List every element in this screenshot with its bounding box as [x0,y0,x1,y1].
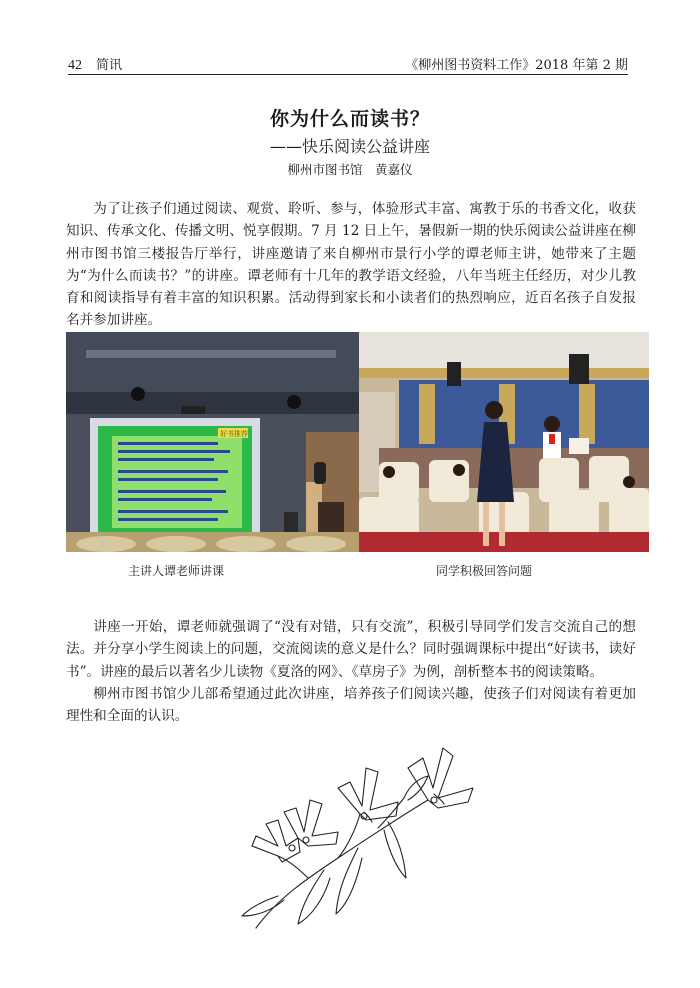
page-number: 42 [68,58,82,73]
lecture-photo [66,332,359,552]
article-title: 你为什么而读书？ [269,108,430,130]
paragraph-lecture: 讲座一开始，谭老师就强调了“没有对错，只有交流”，积极引导同学们发言交流自己的想法。并分享小学生阅读上的问题，交流阅读的意义是什么？同时强调课标中提出“好读书，读好书”。讲座的最后以著名少儿读物《夏洛的网》、《草房子》为例，剖析整本书的阅读策略。 [66,619,636,680]
section-name: 简讯 [96,58,123,73]
running-header [68,54,628,75]
slide-title: 好书推荐 [220,430,248,438]
photo-caption-lecture: 主讲人谭老师讲课 [128,564,225,578]
journal-name: 《柳州图书资料工作》2018 年第 2 期 [405,58,628,73]
article-author: 柳州市图书馆 黄嘉仪 [287,162,413,177]
header-left [68,54,122,74]
paragraph-intro: 为了让孩子们通过阅读、观赏、聆听、参与，体验形式丰富、寓教于乐的书香文化，收获知识、传承文化、传播文明、悦享假期。7 月 12 日上午，暑假新一期的快乐阅读公益讲座在柳州市图书馆三楼报告厅举行，讲座邀请了来自柳州市景行小学的谭老师主讲，她带来了主题为“为什么而读书？”的讲座。谭老师有十几年的教学语文经验，八年当班主任经历，对少儿教育和阅读指导有着丰富的知识积累。活动得到家长和小读者们的热烈响应，近百名孩子自发报名并参加讲座。 [66,201,636,329]
paragraph-conclusion: 柳州市图书馆少儿部希望通过此次讲座，培养孩子们阅读兴趣，使孩子们对阅读有着更加理性和全面的认识。 [66,686,636,725]
article-subtitle: ——快乐阅读公益讲座 [269,137,430,156]
photo-caption-audience: 同学积极回答问题 [436,564,533,578]
orchid-illustration [238,728,478,940]
audience-photo [359,332,649,552]
